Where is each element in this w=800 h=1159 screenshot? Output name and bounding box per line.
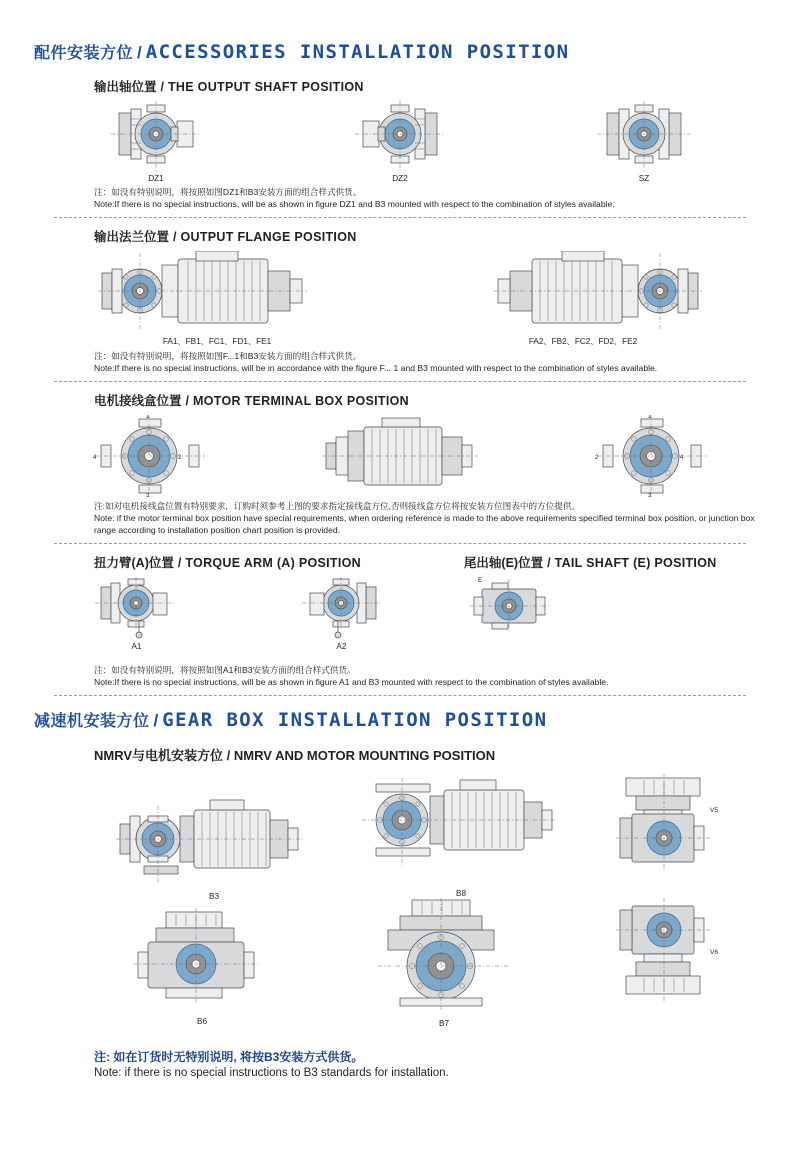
nmrv-diagram-b8 (356, 774, 566, 886)
section-header-accessories-cn: 配件安装方位 (34, 45, 134, 62)
section-header-accessories (34, 40, 766, 63)
figure-dz1 (101, 101, 211, 183)
subsection-tail-shaft-cn: 尾出轴(E)位置 (463, 556, 544, 571)
column-tail-shaft (444, 553, 766, 651)
figure-caption-b6: B6 (196, 1017, 207, 1027)
note-torque-arm-en: Note:If there is no special instructions, will be as shown in figure A1 and B3 mounted with respect to the combination of styles available. (94, 676, 609, 687)
torque-arm-diagram-a1 (81, 577, 191, 639)
row-torque-tail (34, 553, 766, 651)
terminal-number-3: 3 (146, 493, 150, 498)
figure-v6 (614, 892, 724, 1010)
note-output-flange (94, 351, 766, 374)
subsection-torque-arm-slash: / (177, 556, 182, 571)
figure-caption-dz1: DZ1 (148, 174, 164, 183)
note-output-flange-en: Note:If there is no special instructions, will be in accordance with the figure F... 1 and B3 mounted with respect to the combination of styles available. (94, 362, 658, 373)
subsection-output-flange (94, 227, 766, 245)
divider-4 (54, 695, 746, 696)
figure-label-v6-inline: V6 (710, 949, 718, 957)
subsection-torque-arm (94, 553, 444, 571)
figure-terminal-right (591, 415, 711, 497)
subsection-nmrv-cn: NMRV与电机安装方位 (94, 748, 224, 764)
figure-caption-flange-1: FA1、FB1、FC1、FD1、FE1 (162, 337, 272, 347)
figure-terminal-left (89, 415, 209, 497)
subsection-output-shaft-slash: / (160, 80, 164, 94)
subsection-motor-terminal-slash: / (185, 394, 189, 409)
figure-a1 (81, 577, 191, 651)
figure-caption-flange-2: FA2、FB2、FC2、FD2、FE2 (528, 337, 638, 347)
note-nmrv-en: Note: if there is no special instructions to B3 standards for installation. (94, 1067, 449, 1080)
gearbox-diagram-dz1 (101, 101, 211, 171)
note-output-shaft (94, 187, 766, 210)
figure-caption-b7: B7 (438, 1019, 449, 1029)
subsection-tail-shaft-slash: / (547, 556, 551, 571)
terminal-number-1-right: 1 (647, 415, 651, 421)
figure-caption-dz2: DZ2 (392, 174, 408, 183)
subsection-motor-terminal (94, 391, 766, 409)
subsection-motor-terminal-en: MOTOR TERMINAL BOX POSITION (193, 394, 409, 409)
subsection-output-shaft (94, 77, 766, 95)
figure-row-output-flange (34, 251, 766, 347)
note-output-shaft-en: Note:If there is no special instructions, will be as shown in figure DZ1 and B3 mounted with respect to the combination of styles available. (94, 198, 615, 209)
figure-v5 (614, 772, 724, 882)
terminal-number-4-right: 4 (679, 455, 683, 462)
subsection-torque-arm-cn: 扭力臂(A)位置 (94, 556, 174, 571)
terminal-number-1: 1 (146, 415, 150, 421)
section-header-accessories-slash: / (137, 43, 142, 62)
figure-row-motor-terminal (34, 415, 766, 497)
subsection-tail-shaft (464, 553, 766, 571)
torque-arm-diagram-a2 (286, 577, 396, 639)
note-motor-terminal-en: Note: if the motor terminal box position have special requirements, when ordering reference is made to the above requirements specified terminal box position, or junction box range according to installation position chart position is provided. (94, 512, 755, 535)
section-header-gearbox-slash: / (153, 711, 159, 731)
figure-b6 (132, 908, 272, 1026)
subsection-nmrv (94, 745, 766, 764)
gearbox-diagram-flange-group-2 (458, 251, 708, 333)
figure-sz (589, 101, 699, 183)
figure-b8 (356, 774, 566, 898)
gearbox-diagram-dz2 (345, 101, 455, 171)
subsection-nmrv-slash: / (226, 748, 231, 764)
divider-2 (54, 381, 746, 382)
column-torque-arm (34, 553, 444, 651)
figure-caption-a2: A2 (336, 642, 347, 652)
divider-3 (54, 543, 746, 544)
note-motor-terminal-cn: 注:如对电机接线盒位置有特别要求，订购时须参考上图的要求指定接线盒方位,否则接线盒方位将按安装方位图表中的方位提供。 (94, 501, 581, 512)
nmrv-diagram-v5 (614, 772, 724, 882)
note-output-flange-cn: 注：如没有特别说明，将按照如图F...1和B3安装方面的组合样式供货。 (94, 351, 362, 362)
terminal-number-4: 4 (93, 455, 97, 462)
subsection-torque-arm-en: TORQUE ARM (A) POSITION (185, 556, 361, 571)
subsection-nmrv-en: NMRV AND MOTOR MOUNTING POSITION (233, 748, 496, 764)
figure-row-torque-arm (34, 577, 444, 651)
section-header-gearbox (34, 708, 766, 731)
figure-a2 (286, 577, 396, 651)
subsection-output-flange-cn: 输出法兰位置 (94, 230, 170, 245)
figure-grid-nmrv (34, 768, 766, 1038)
figure-b3 (114, 794, 314, 901)
figure-dz2 (345, 101, 455, 183)
figure-caption-sz: SZ (638, 174, 650, 183)
figure-caption-b3: B3 (208, 892, 219, 902)
note-nmrv (94, 1048, 766, 1079)
motor-terminal-diagram-center (320, 415, 480, 497)
subsection-output-shaft-en: THE OUTPUT SHAFT POSITION (168, 80, 364, 94)
figure-caption-a1: A1 (131, 642, 142, 652)
subsection-output-shaft-cn: 输出轴位置 (94, 80, 157, 94)
terminal-number-3-right: 3 (647, 493, 651, 498)
section-header-gearbox-en: GEAR BOX INSTALLATION POSITION (162, 709, 548, 732)
figure-row-output-shaft (34, 101, 766, 183)
section-header-gearbox-cn: 减速机安装方位 (34, 713, 150, 731)
terminal-number-2-right: 2 (594, 455, 598, 462)
subsection-output-flange-en: OUTPUT FLANGE POSITION (180, 230, 357, 245)
note-torque-arm (94, 665, 766, 688)
nmrv-diagram-b7 (364, 898, 524, 1016)
nmrv-diagram-b3 (114, 794, 314, 889)
tail-shaft-label-e: E (477, 577, 483, 585)
figure-terminal-center (320, 415, 480, 497)
figure-label-v5-inline: V5 (710, 807, 718, 815)
note-nmrv-cn: 注: 如在订货时无特别说明, 将按B3安装方式供货。 (94, 1050, 364, 1065)
subsection-output-flange-slash: / (173, 230, 177, 245)
note-torque-arm-cn: 注：如没有特别说明，将按照如图A1和B3安装方面的组合样式供货。 (94, 665, 356, 676)
divider-1 (54, 217, 746, 218)
nmrv-diagram-v6 (614, 892, 724, 1010)
subsection-tail-shaft-en: TAIL SHAFT (E) POSITION (554, 556, 717, 571)
motor-terminal-diagram-right (591, 415, 711, 497)
subsection-motor-terminal-cn: 电机接线盒位置 (94, 394, 182, 409)
figure-b7 (364, 898, 524, 1028)
note-motor-terminal (94, 501, 766, 536)
figure-tail-shaft (466, 577, 556, 639)
gearbox-diagram-sz (589, 101, 699, 171)
figure-caption-b8: B8 (455, 889, 466, 899)
figure-flange-2 (458, 251, 708, 347)
gearbox-diagram-flange-group-1 (92, 251, 342, 333)
nmrv-diagram-b6 (132, 908, 272, 1014)
figure-row-tail-shaft (466, 577, 766, 639)
section-header-accessories-en: ACCESSORIES INSTALLATION POSITION (145, 41, 570, 63)
tail-shaft-diagram (466, 577, 556, 639)
note-output-shaft-cn: 注：如没有特别说明，将按照如图DZ1和B3安装方面的组合样式供货。 (94, 187, 362, 197)
terminal-number-2: 2 (178, 455, 182, 462)
motor-terminal-diagram-left (89, 415, 209, 497)
figure-flange-1 (92, 251, 342, 347)
